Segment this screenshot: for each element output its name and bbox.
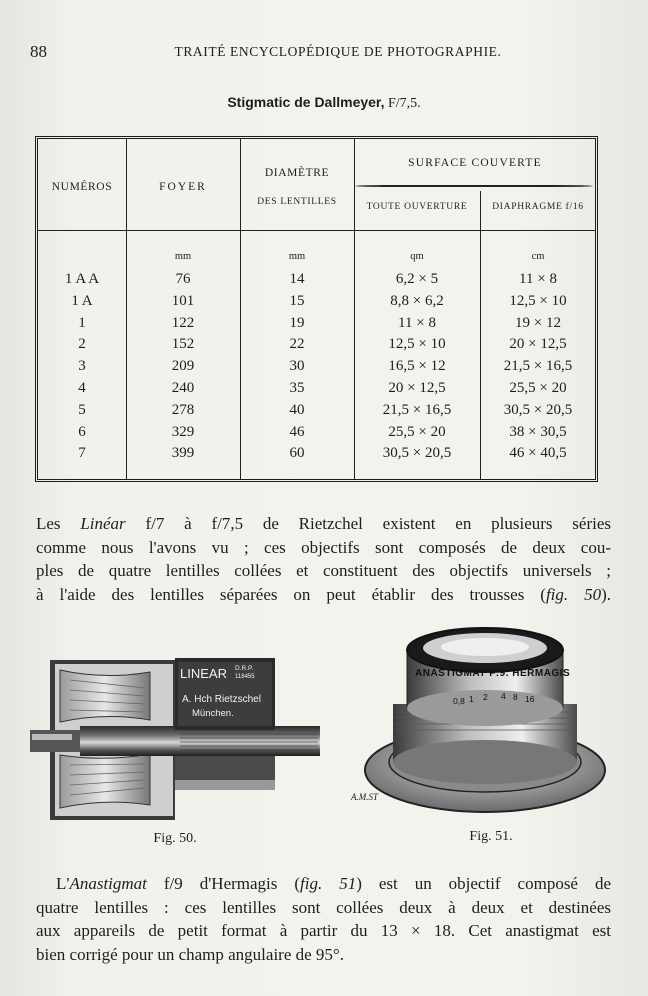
text-run: f/7 à f/7,5 de Rietzchel existent en plusieurs séries (125, 514, 612, 533)
table-cell-diam: 15 (289, 292, 305, 309)
text-run: L' (56, 874, 70, 893)
header-diaphragme: DIAPHRAGME f/16 (492, 202, 584, 212)
page-number: 88 (30, 42, 47, 61)
table-row (38, 271, 595, 293)
table-cell-num: 2 (78, 336, 86, 353)
table-cell-diam: 14 (289, 271, 305, 287)
rear-cell-ring (175, 780, 275, 790)
header-numeros: NUMÉROS (51, 181, 113, 193)
engraving-city: München. (192, 708, 234, 719)
scale-mark: 8 (513, 692, 518, 702)
scale-mark: 0,8 (453, 696, 465, 706)
table-cell-diaph: 46 × 40,5 (509, 445, 567, 462)
table-cell-diaph: 30,5 × 20,5 (503, 401, 573, 418)
text-line: aux appareils de petit format à partir du 13 × 18. Cet anastigmat est (36, 921, 611, 940)
table-cell-diaph: 21,5 × 16,5 (503, 358, 573, 375)
table-header-rule (38, 230, 595, 231)
text-line: ples de quatre lentilles collées et constituent des objectifs universels ; (36, 561, 611, 580)
table-cell-diam: 35 (289, 380, 305, 396)
table-cell-diam: 60 (289, 445, 305, 462)
table-cell-diaph: 38 × 30,5 (509, 423, 567, 440)
glass-reflection (441, 638, 529, 656)
table-cell-foyer: 101 (171, 292, 195, 309)
ring-bottom (393, 740, 577, 784)
flange-left (30, 730, 80, 752)
table-row (38, 380, 595, 402)
focus-barrel (80, 726, 320, 756)
table-cell-diaph: 19 × 12 (515, 314, 561, 331)
text-run-italic: fig. 50 (545, 584, 602, 604)
table-cell-num: 1 A A (64, 271, 100, 287)
engraving-drp-number: 118455 (235, 674, 255, 680)
scale-mark: 2 (483, 692, 488, 702)
table-cell-toute: 30,5 × 20,5 (382, 445, 452, 462)
table-cell-foyer: 399 (171, 445, 195, 462)
table-cell-diam: 46 (289, 423, 305, 440)
running-header (30, 42, 618, 64)
table-cell-num: 1 (78, 314, 86, 331)
table-cell-diam: 19 (289, 314, 305, 331)
table-cell-toute: 6,2 × 5 (395, 271, 439, 287)
table-cell-num: 5 (78, 401, 86, 418)
table-cell-toute: 12,5 × 10 (388, 336, 446, 353)
table-cell-diaph: 12,5 × 10 (509, 292, 567, 309)
table-cell-toute: 8,8 × 6,2 (390, 292, 444, 309)
table-cell-diam: 22 (289, 336, 305, 353)
table-cell-toute: 11 × 8 (398, 314, 436, 331)
unit-diametre: mm (288, 251, 306, 262)
ring-engraving: ANASTIGMAT F:9. HERMAGIS (415, 668, 571, 679)
table-cell-num: 6 (78, 423, 86, 440)
text-run: f/9 d'Hermagis ( (146, 874, 301, 893)
table-cell-diam: 40 (289, 401, 305, 418)
table-title-name: Stigmatic de Dallmeyer, (227, 94, 385, 110)
surface-rule (355, 185, 593, 187)
text-line (36, 583, 611, 607)
unit-foyer: mm (174, 251, 192, 262)
header-diametre: DIAMÈTRE (264, 167, 330, 179)
engraving-linear: LINEAR (180, 666, 227, 681)
hermagis-lens-illustration (351, 622, 617, 822)
scale-mark: 16 (525, 694, 535, 704)
table-cell-num: 4 (78, 380, 86, 396)
table-cell-toute: 21,5 × 16,5 (382, 401, 452, 418)
text-run-italic: Anastigmat (69, 874, 147, 893)
table-row (38, 424, 595, 446)
flange-highlight (32, 734, 72, 740)
engraving-maker: A. Hch Rietzschel (182, 694, 261, 705)
text-run-italic: Linéar (80, 514, 126, 533)
front-lens-group (60, 670, 150, 722)
text-line (36, 872, 611, 896)
text-line: quatre lentilles : ces lentilles sont collées deux à deux et destinées (36, 897, 611, 917)
text-run: Les (36, 514, 81, 533)
running-title: TRAITÉ ENCYCLOPÉDIQUE DE PHOTOGRAPHIE. (174, 44, 502, 59)
unit-diaphragme: cm (531, 251, 545, 262)
text-run-italic: fig. 51 (300, 874, 357, 893)
text-run: ). (601, 584, 611, 604)
scale-mark: 4 (501, 691, 506, 701)
table-cell-toute: 20 × 12,5 (388, 380, 446, 396)
engraver-signature: A.M.ST (351, 792, 378, 802)
table-cell-foyer: 329 (171, 423, 195, 440)
table-row (38, 358, 595, 380)
table-cell-foyer: 152 (171, 336, 195, 353)
header-des-lentilles: DES LENTILLES (257, 197, 337, 207)
table-cell-diaph: 20 × 12,5 (509, 336, 567, 353)
table-cell-foyer: 122 (171, 314, 195, 331)
rear-lens-group (60, 754, 150, 808)
header-surface-couverte: SURFACE COUVERTE (408, 157, 542, 169)
table-cell-num: 1 A (71, 292, 93, 309)
linear-lens-illustration (30, 650, 330, 825)
engraving-drp: D.R.P. (235, 665, 254, 672)
unit-toute: qm (410, 251, 424, 262)
table-title-aperture: F/7,5. (388, 96, 421, 111)
text-line: bien corrigé pour un champ angulaire de 95°. (36, 944, 344, 964)
figure-50-caption: Fig. 50. (153, 831, 197, 846)
lens-table (35, 136, 598, 482)
table-row (38, 293, 595, 315)
paragraph-anastigmat (36, 872, 611, 966)
table-cell-num: 3 (78, 358, 86, 375)
table-cell-num: 7 (78, 445, 86, 462)
table-row (38, 402, 595, 424)
scale-mark: 1 (469, 694, 474, 704)
table-cell-diam: 30 (289, 358, 305, 375)
table-cell-diaph: 11 × 8 (519, 271, 557, 287)
table-cell-foyer: 278 (171, 401, 195, 418)
header-toute-ouverture: TOUTE OUVERTURE (366, 202, 468, 212)
table-cell-foyer: 209 (171, 358, 195, 375)
header-foyer: FOYER (159, 181, 207, 193)
table-cell-diaph: 25,5 × 20 (509, 380, 567, 396)
table-cell-toute: 16,5 × 12 (388, 358, 446, 375)
paragraph-linear (36, 512, 611, 606)
table-row (38, 445, 595, 467)
text-line (36, 512, 611, 536)
table-row (38, 336, 595, 358)
table-cell-toute: 25,5 × 20 (388, 423, 446, 440)
text-run: à l'aide des lentilles séparées on peut établir des trousses ( (36, 584, 546, 604)
table-row (38, 315, 595, 337)
table-cell-foyer: 76 (175, 271, 191, 287)
table-cell-foyer: 240 (171, 380, 195, 396)
table-title (0, 94, 648, 112)
figure-51-caption: Fig. 51. (469, 829, 513, 844)
text-line: comme nous l'avons vu ; ces objectifs sont composés de deux cou- (36, 537, 611, 557)
text-run: ) est un objectif composé de (356, 874, 611, 893)
